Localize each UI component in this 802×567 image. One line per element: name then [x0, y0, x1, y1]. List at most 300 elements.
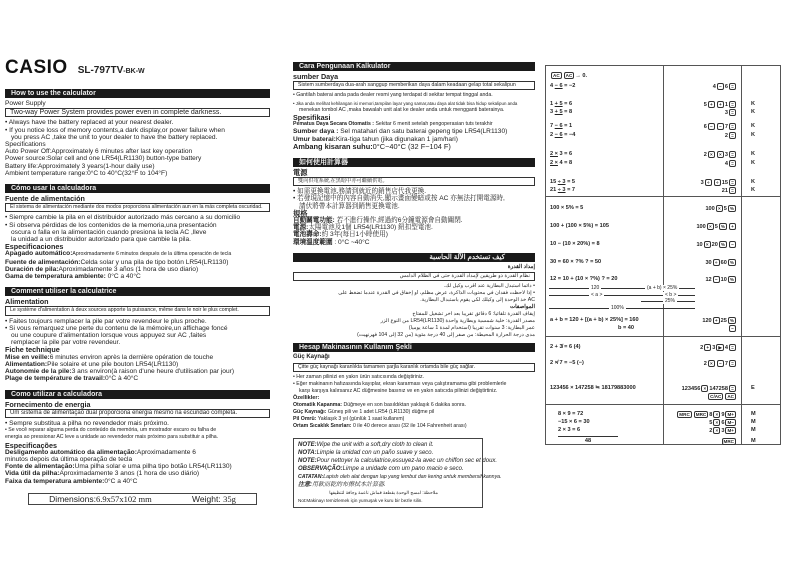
- section-title: كيف تستخدم الآلة الحاسبة: [293, 253, 535, 262]
- diagram-label: 120: [591, 285, 600, 291]
- spec-key: Vida útil da pilha:: [5, 470, 60, 478]
- underlined-operand: + 5: [554, 109, 563, 115]
- display-indicator: K: [751, 109, 756, 115]
- row-divider: [546, 336, 780, 337]
- key-icon: −: [708, 123, 715, 130]
- dimensions-box: [28, 493, 257, 505]
- bullet: • Faites toujours remplacer la pile par votre revendeur le plus proche.: [5, 317, 207, 325]
- note-key: OBSERVAÇÃO:: [298, 465, 343, 472]
- key-icon: ×: [713, 411, 720, 418]
- display-indicator: K: [751, 101, 756, 107]
- section-title: Comment utiliser la calculatrice: [5, 287, 270, 296]
- header: [5, 57, 270, 86]
- diagram-line: [549, 292, 641, 298]
- display-indicator: K: [751, 123, 756, 129]
- power-box: Çitte güç kaynağı karanlıkta tamamen şarjla karanlık ortamda bile güç sağlar.: [293, 363, 535, 372]
- example-expression: [550, 132, 575, 139]
- note-text: Pour nettoyer la calculatrice,essuyez-la avec un chiffon sec et doux.: [316, 457, 498, 464]
- text: 4: [724, 345, 728, 351]
- text: 5: [703, 102, 707, 108]
- text: 48: [584, 438, 592, 444]
- key-icon: =: [729, 360, 736, 367]
- example-expression: [550, 241, 600, 248]
- example-expression: [550, 179, 575, 186]
- spec-line: مصدر القدرة: خلية شمسية وبطارية واحدة LR54(LR1130) من النوع الزر: [380, 317, 535, 324]
- spec-key: Faixa da temperatura ambiente:: [5, 477, 105, 485]
- column-2: [293, 62, 535, 508]
- bullet: • Si observa pérdidas de los contenidos de la memoria,una presentación: [5, 221, 217, 229]
- casio-logo: CASIO: [5, 57, 68, 78]
- text: 2: [709, 428, 713, 434]
- bullet-cont: menekan tombol AC ,maka bawalah unit alat ke dealer anda untuk mengganti baterainya.: [299, 106, 505, 113]
- dimensions-label: Dimensions:: [49, 493, 96, 504]
- key-icon: ×: [708, 360, 715, 367]
- key-icon: =: [729, 151, 736, 158]
- display-indicator: K: [751, 160, 756, 166]
- bullet: • Sempre substitua a pilha no revendedor mais próximo.: [5, 419, 169, 427]
- spec-line: [5, 354, 270, 361]
- diagram-line: [641, 292, 695, 298]
- key-icon: %: [729, 318, 734, 323]
- section-title: Cómo usar la calculadora: [5, 184, 270, 193]
- subheading: Fiche technique: [5, 345, 60, 355]
- spec-key: Fuente de alimentación:: [5, 258, 81, 266]
- bullet: • 如需更換電池,務請到就近的銷售店代我更換.: [293, 188, 427, 196]
- section-es: [5, 184, 270, 280]
- underlined-operand: + 5: [554, 101, 563, 107]
- subheading: Alimentation: [5, 297, 49, 307]
- spec-line: [293, 409, 535, 416]
- section-id: [293, 62, 535, 151]
- example-expression: [558, 436, 618, 445]
- percent-diagram: [549, 286, 695, 313]
- section-title: How to use the calculator: [5, 89, 270, 98]
- subheading: Especificaciones: [5, 242, 64, 252]
- key-sequence: [707, 393, 737, 401]
- key-sequence: [682, 385, 737, 393]
- spec-line: [5, 266, 270, 273]
- section-ar: [293, 253, 535, 339]
- text: 4: [724, 161, 728, 167]
- spec-value: 0°C a 40°C: [104, 477, 138, 485]
- spec-line: [5, 273, 270, 280]
- text: 3: [700, 180, 704, 186]
- key-icon: %: [720, 242, 725, 247]
- bullet: • If you notice loss of memory contents,a dark display,or power failure when: [5, 126, 225, 134]
- text: 6: [724, 84, 728, 90]
- weight-label: Weight:: [192, 493, 221, 504]
- text: = 8: [562, 109, 573, 115]
- spec-line: [5, 463, 270, 470]
- power-box: Le système d'alimentation à deux sources apporte la puissance, même dans le noir le plus complet.: [5, 306, 270, 315]
- text: 15: [550, 179, 558, 185]
- section-fr: [5, 287, 270, 382]
- spec-key: 環境溫度範圍: [293, 238, 333, 246]
- spec-key: Alimentation:: [5, 360, 48, 368]
- spec-key: Desligamento automático da alimentação:: [5, 448, 137, 456]
- key-icon: %: [720, 224, 725, 229]
- key-icon: AC: [553, 73, 560, 78]
- power-box: Sistem sumberdaya dua-arah sanggup memberikan daya dalam keadaan gelap total sekalipun: [293, 81, 535, 90]
- bullet-cont: you press AC ,take the unit to your dealer to have the battery replaced.: [11, 133, 218, 141]
- spec-line: [293, 402, 535, 409]
- row-divider: [546, 196, 780, 197]
- example-expression: [550, 160, 572, 167]
- text: 2: [700, 345, 704, 351]
- spec-value: Pile solaire et une pile bouton LR54(LR1130): [47, 360, 179, 368]
- note-line: [298, 441, 478, 449]
- spec-line: Battery life:Approximately 3 years(1-hour daily use): [5, 162, 155, 170]
- text: 6: [721, 420, 725, 426]
- key-icon: ×: [707, 223, 714, 230]
- section-title: Cara Pengunaan Kalkulator: [293, 62, 535, 71]
- power-box: Two-way Power System provides power even in complete darkness.: [5, 108, 270, 117]
- subheading: 規格: [293, 208, 308, 218]
- spec-line: [5, 478, 270, 485]
- spec-value: Sekitar 6 menit setelah pengoperasian tuts terakhir: [374, 121, 493, 128]
- key-icon: +: [708, 101, 715, 108]
- diagram-line: [641, 285, 695, 291]
- spec-line: [293, 239, 535, 246]
- key-icon: +: [713, 317, 720, 324]
- key-sequence: [702, 317, 737, 325]
- key-icon: −: [717, 360, 724, 367]
- text: 3: [721, 428, 725, 434]
- subheading: Specifications: [5, 141, 46, 149]
- key-icon: M+: [727, 412, 734, 417]
- key-icon: =: [729, 101, 736, 108]
- text: 2: [724, 133, 728, 139]
- key-icon: MRC: [723, 439, 734, 444]
- underlined-operand: 2 ×: [550, 151, 558, 157]
- bullet-cont: remplacer la pile par votre revendeur.: [11, 339, 121, 347]
- key-sequence: [728, 325, 737, 333]
- note-key: NOTA:: [298, 449, 317, 456]
- key-icon: ×: [716, 205, 723, 212]
- key-sequence: [696, 241, 737, 249]
- subheading: المواصفات: [509, 303, 535, 310]
- model: SL-797TV: [77, 65, 124, 76]
- underlined-operand: ÷ 3: [557, 179, 566, 185]
- spec-value: Kira-tiga tahun (jika digunakan 1 jam/hari): [335, 135, 458, 143]
- diagram-label: < a >: [591, 292, 603, 298]
- subheading: Fuente de alimentación: [5, 194, 85, 204]
- underlined-operand: ÷ 3: [557, 187, 566, 193]
- spec-value: 3 ans environ(à raison d'une heure d'utilisation par jour): [71, 368, 235, 376]
- text: 15: [721, 180, 728, 186]
- bullet: • Jika anda melihat kehilangan isi memori,tampilan layar yang samar,atau daya alat tidak bisa hidup sekalipun anda: [293, 100, 518, 106]
- key-sequence: [705, 205, 737, 213]
- key-sequence: [704, 360, 737, 368]
- text: 9: [721, 412, 725, 418]
- power-box: El sistema de alimentación mediante dos modos proporciona alimentación aun en la más completa oscuridad.: [5, 203, 270, 212]
- text: 5: [714, 224, 718, 230]
- note-key: CATATAN:: [298, 473, 324, 480]
- spec-line: مدى درجة الحرارة المحيطة: من صفر إلى 40 درجة مئوية (من 32 إلى 104 فهرنهيت): [357, 331, 535, 338]
- column-divider: [663, 66, 664, 444]
- text: 1: [550, 101, 555, 107]
- text: 7: [724, 124, 728, 130]
- key-sequence: [704, 123, 737, 131]
- bullet: • دائما استبدل البطارية عند أقرب وكيل لك.: [443, 282, 535, 289]
- text: = 1: [562, 123, 573, 129]
- key-sequence: [704, 151, 737, 159]
- spec-line: [5, 470, 270, 477]
- display-indicator: M: [751, 438, 756, 444]
- example-expression: [550, 83, 575, 90]
- section-tr: [293, 343, 535, 430]
- example-expression: [550, 101, 572, 108]
- text: 10: [696, 242, 703, 248]
- spec-key: Sumber daya :: [293, 128, 339, 136]
- bullet-cont: energia ao pressionar AC leve a unidade ao revendedor mais próximo para substituir a pilha.: [5, 434, 219, 441]
- key-sequence: [705, 259, 737, 267]
- key-icon: +: [717, 101, 724, 108]
- key-icon: ×: [713, 419, 720, 426]
- note-line: [298, 465, 478, 473]
- subheading: Güç Kaynağı: [293, 353, 330, 360]
- text: 3: [712, 345, 716, 351]
- bullet: • Siempre cambie la pila en el distribuidor autorizado más cercano a su domicilio: [5, 214, 241, 222]
- spec-line: [5, 449, 270, 456]
- spec-line: إيقاف القدرة تلقائيا: 6 دقائق تقريبا بعد آخر تشغيل للمفتاح: [412, 310, 535, 317]
- spec-value: : 0°C ~40°C: [332, 238, 370, 246]
- text: 8: [709, 412, 713, 418]
- spec-value: Aproximadamente 6: [136, 448, 196, 456]
- subheading: Özellikler:: [293, 394, 320, 401]
- spec-key: Güç Kaynağı:: [293, 408, 327, 415]
- text: 4: [550, 83, 555, 89]
- bullet-cont: la unidad a un distribuidor autorizado para que cambie la pila.: [11, 236, 191, 244]
- bullet: • Her zaman pilinizi en yakın ürün satıcısında değiştiriniz.: [293, 373, 424, 380]
- text: a + b = 120 + [(a + b) × 25%] = 160: [550, 317, 639, 323]
- key-sequence: [705, 276, 737, 284]
- text: = −2: [562, 83, 576, 89]
- key-icon: ÷: [705, 179, 712, 186]
- note-key: NOTE:: [298, 457, 317, 464]
- spec-value: Güneş pili ve 1 adet LR54 (LR1130) düğme pil: [326, 408, 435, 415]
- spec-value: Aproximadamente 3 anos (1 hora de uso diário): [59, 470, 200, 478]
- section-zh: [293, 158, 535, 246]
- spec-value: Düğmeye en son basıldıktan yaklaşık 6 dakika sonra.: [342, 401, 467, 408]
- spec-key: Pematus Daya Secara Otomatis :: [293, 121, 375, 128]
- example-expression: [558, 411, 583, 418]
- note-text: Wipe the unit with a soft,dry cloth to clean it.: [316, 441, 434, 448]
- text: 147258: [709, 386, 728, 392]
- key-icon: =: [729, 83, 736, 90]
- spec-line: Power source:Solar cell and one LR54(LR1130) button-type battery: [5, 155, 202, 163]
- example-expression: [550, 72, 587, 80]
- spec-key: Ambang kisaran suhu:: [293, 141, 373, 151]
- power-box: Um sistema de alimentação dual proporciona energia mesmo na escuridão completa.: [5, 409, 270, 418]
- key-icon: AC: [727, 394, 734, 399]
- text: 21: [721, 188, 728, 194]
- spec-key: 自動關電功能:: [293, 217, 335, 225]
- example-expression: [550, 223, 609, 230]
- key-sequence: [704, 101, 737, 109]
- subheading: sumber Daya: [293, 72, 339, 81]
- key-icon: MRC: [679, 412, 690, 417]
- text: 30: [705, 260, 712, 266]
- display-indicator: K: [751, 132, 756, 138]
- text: 12: [705, 277, 712, 283]
- spec-key: 電池壽命:: [293, 231, 322, 239]
- example-expression: [550, 385, 636, 392]
- example-expression: [558, 427, 580, 434]
- diagram-line: [641, 298, 695, 304]
- spec-value: 0°C à 40°C: [105, 375, 139, 383]
- power-box: 雙向供電系統,在黑暗中亦可繼續供電。: [293, 177, 535, 186]
- spec-key: Duración de pila:: [5, 265, 59, 273]
- text: = −4: [562, 132, 576, 138]
- text: 100 × 5% = 5: [550, 205, 584, 211]
- key-sequence: [725, 160, 737, 168]
- text: 5: [723, 206, 727, 212]
- spec-key: Otomatik Kapanma:: [293, 401, 343, 408]
- spec-value: minutos depois da última operação de tecla: [5, 455, 133, 463]
- spec-key: Apagado automático:: [5, 250, 73, 258]
- text: 1: [724, 102, 728, 108]
- display-indicator: K: [751, 151, 756, 157]
- text: = 5: [565, 179, 576, 185]
- spec-line: [5, 250, 270, 258]
- diagram-label: < b >: [665, 292, 677, 298]
- text: 4: [712, 84, 716, 90]
- key-icon: C/AC: [710, 394, 722, 399]
- note-line: [298, 481, 478, 489]
- text: 6: [703, 124, 707, 130]
- spec-line: Auto Power Off:Approximately 6 minutes after last key operation: [5, 148, 193, 156]
- section-en: [5, 89, 270, 177]
- key-icon: ×: [708, 151, 715, 158]
- key-sequence: [709, 419, 737, 427]
- row-divider: [546, 404, 780, 405]
- text: −15 × 6 = 30: [558, 419, 590, 425]
- spec-line: [5, 259, 270, 266]
- spec-line: [5, 375, 270, 382]
- key-sequence: [722, 187, 737, 195]
- text: 100: [696, 224, 706, 230]
- examples-table: [545, 65, 781, 445]
- dimensions-value: 6.9x57x102 mm: [95, 493, 152, 504]
- key-icon: −: [729, 325, 736, 332]
- text: 20: [711, 242, 718, 248]
- subheading: Fornecimento de energia: [5, 399, 91, 409]
- spec-key: Mise en veille:: [5, 353, 50, 361]
- key-icon: ×: [713, 427, 720, 434]
- spec-value: Uma pilha solar e uma pilha tipo botão LR54(LR1130): [74, 463, 232, 471]
- example-expression: [558, 419, 590, 426]
- key-sequence: [700, 344, 737, 352]
- text: 21: [550, 187, 558, 193]
- spec-value: 若不進行操作,經過約6分鐘電源會自動關閉.: [334, 217, 463, 225]
- text: 100: [705, 206, 715, 212]
- key-sequence: [725, 132, 737, 140]
- example-expression: [550, 259, 601, 266]
- spec-line: [293, 121, 535, 128]
- spec-value: Yaklaşık 3 yıl (günlük 1 saat kullanım): [316, 415, 405, 422]
- text: 7: [550, 123, 555, 129]
- bullet-cont: 請伏將帶本計算器到銷售更換電池.: [299, 202, 400, 210]
- key-icon: ÷: [714, 179, 721, 186]
- spec-value: 0 ile 40 derece arası (32 ile 104 Fahrenheit arası): [351, 422, 467, 429]
- example-expression: [550, 123, 572, 130]
- note-text: Limpie la unidad con un paño suave y seco.: [316, 449, 434, 456]
- diagram-line: [549, 285, 641, 291]
- subheading: 電源: [293, 167, 308, 177]
- key-sequence: [696, 223, 737, 231]
- section-title: Hesap Makinasının Kullanım Şekli: [293, 343, 535, 352]
- text: 12 = 10 + (10 × ?%) ? = 20: [550, 276, 618, 282]
- text: 2 ×̸ 7 = −5 (−): [550, 360, 584, 366]
- key-icon: =: [729, 187, 736, 194]
- section-title: 如何使用計算器: [293, 158, 535, 167]
- model-number: [78, 67, 145, 75]
- example-expression: [550, 151, 572, 158]
- section-title: Como utilizar a calculadora: [5, 390, 270, 399]
- spec-line: [293, 423, 535, 430]
- key-icon: =: [729, 123, 736, 130]
- note-text: Limpe a unidade com um pano macio e seco.: [342, 465, 464, 472]
- key-icon: +: [704, 344, 711, 351]
- bullet: • 若發現記憶中的內容自動消失,顯示畫面變暗或按 AC 亦無法打開電源時,: [293, 195, 505, 203]
- example-expression: [550, 187, 575, 194]
- key-sequence: [709, 427, 737, 435]
- key-icon: ▶: [718, 345, 722, 350]
- bullet: • Always have the battery replaced at your nearest dealer.: [5, 119, 174, 127]
- text: 2 + 3̸ = 6 (4): [550, 344, 581, 350]
- display-indicator: M: [751, 411, 756, 417]
- model-suffix: -BK-W: [123, 68, 145, 75]
- text: 10: [720, 277, 727, 283]
- text: 2: [703, 361, 707, 367]
- dimensions: [49, 494, 152, 504]
- note-line: [298, 457, 498, 465]
- key-icon: +: [729, 223, 736, 230]
- spec-line: [293, 128, 535, 135]
- text: 7: [724, 361, 728, 367]
- spec-key: 電源:: [293, 224, 309, 232]
- power-box: نظام القدرة ذو طريقين لإمداد القدرة حتى في الظلام الدامس: [293, 272, 535, 281]
- column-divider: [741, 66, 742, 444]
- key-icon: −: [717, 83, 724, 90]
- key-icon: =: [729, 132, 736, 139]
- text: 3 = 6: [557, 151, 573, 157]
- note-key: NOTE:: [298, 441, 317, 448]
- text: 10 − (10 × 20%) = 8: [550, 241, 600, 247]
- diagram-label: (a + b) × 25%: [647, 285, 678, 291]
- example-expression: [550, 276, 617, 283]
- text: 123456 × 147258 ≒ 18179883000: [550, 385, 636, 391]
- spec-key: Gama de temperatura ambiente:: [5, 273, 106, 281]
- key-sequence: [713, 83, 737, 91]
- key-icon: M−: [727, 420, 734, 425]
- note-line: [298, 449, 478, 457]
- key-icon: %: [729, 206, 734, 211]
- spec-line: [293, 143, 535, 151]
- column-1: [5, 57, 270, 505]
- display-indicator: E: [751, 385, 755, 391]
- spec-value: Aproximadamente 3 años (1 hora de uso diario): [58, 265, 199, 273]
- spec-value: Celda solar y una pila de tipo botón LR54(LR1130): [80, 258, 229, 266]
- spec-key: Umur baterai:: [293, 135, 336, 143]
- weight: [192, 494, 236, 504]
- diagram-label: 25%: [665, 298, 676, 304]
- text: 4 = 8: [557, 160, 573, 166]
- underlined-operand: − 6: [554, 132, 563, 138]
- bullet-cont: oscura o falla en la alimentación cuando presiona la tecla AC ,lleve: [11, 228, 207, 236]
- text: → 0.: [575, 73, 588, 79]
